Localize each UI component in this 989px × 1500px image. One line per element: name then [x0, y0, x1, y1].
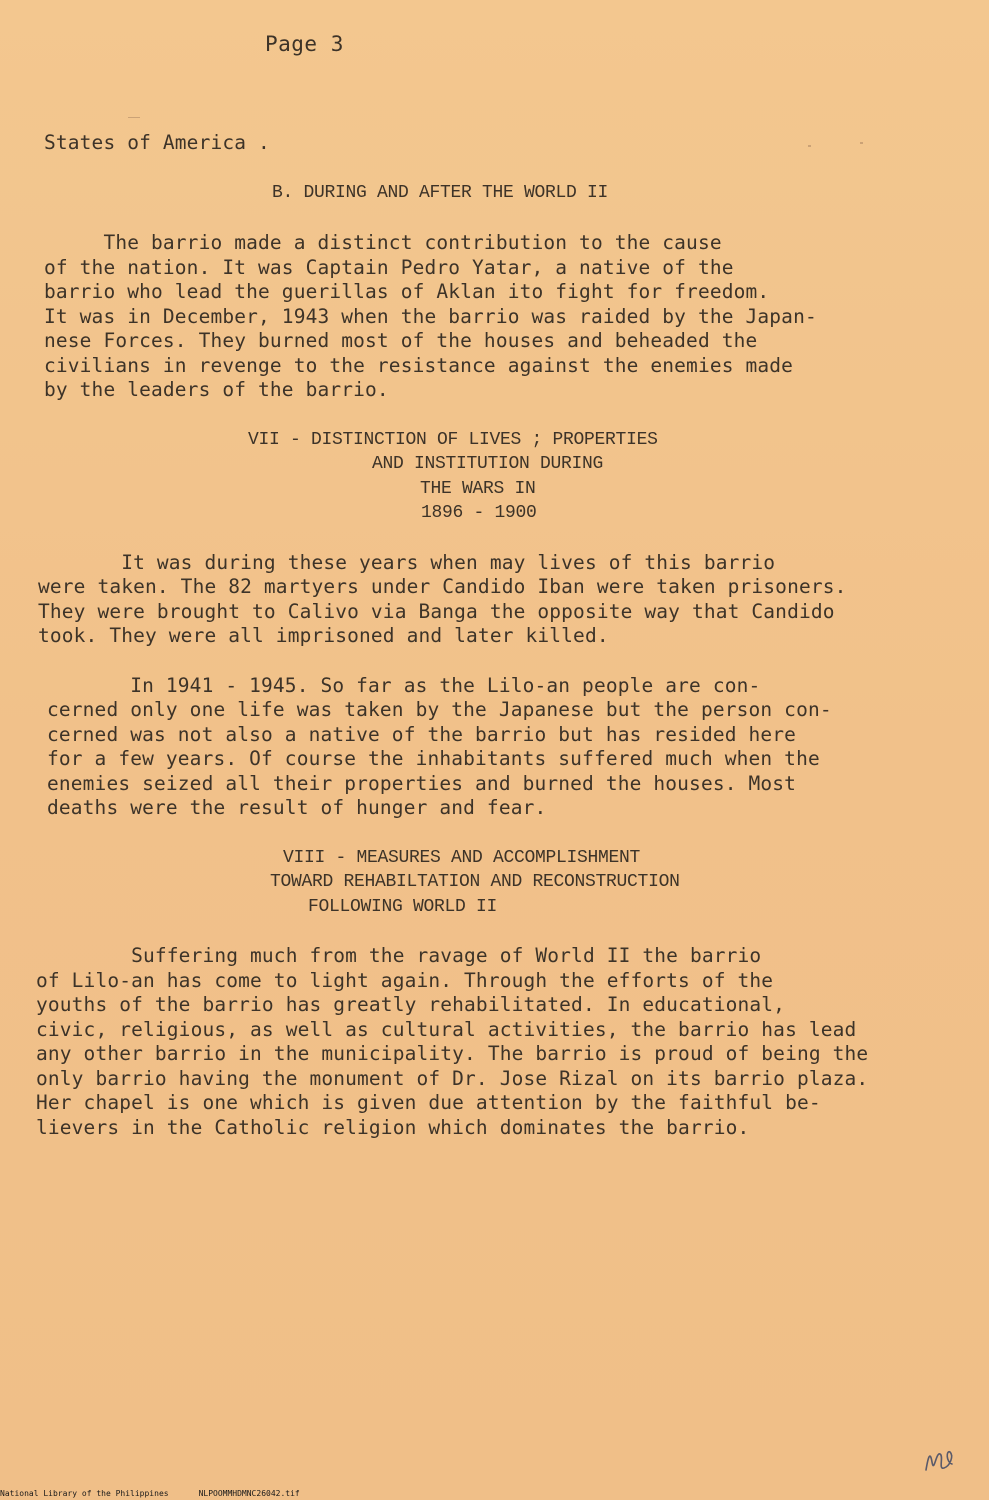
paper-speck: [128, 117, 140, 118]
paragraph-line: It was in December, 1943 when the barrio was raided by the Japan-: [44, 305, 817, 328]
paragraph-line: cerned only one life was taken by the Japanese but the person con-: [47, 698, 832, 721]
paragraph-line: civic, religious, as well as cultural activities, the barrio has lead: [36, 1018, 857, 1041]
section-viii-heading-line: TOWARD REHABILTATION AND RECONSTRUCTION: [270, 872, 680, 892]
footer-filename: NLPOOMMHDMNC26042.tif: [198, 1489, 300, 1498]
paragraph-line: for a few years. Of course the inhabitants suffered much when the: [47, 747, 820, 770]
section-viii-heading-line: FOLLOWING WORLD II: [308, 897, 498, 917]
section-vii-heading-line: 1896 - 1900: [421, 503, 537, 523]
paragraph-line: civilians in revenge to the resistance against the enemies made: [44, 354, 794, 377]
section-vii-heading-line: THE WARS IN: [420, 479, 536, 499]
paper-speck: [808, 145, 811, 147]
paragraph-line: Her chapel is one which is given due attention by the faithful be-: [36, 1091, 821, 1114]
paragraph-line: They were brought to Calivo via Banga the opposite way that Candido: [38, 600, 835, 623]
paragraph-line: cerned was not also a native of the barrio but has resided here: [47, 723, 797, 746]
paragraph-line: Suffering much from the ravage of World II the barrio: [36, 944, 762, 967]
paragraph-line: any other barrio in the municipality. The barrio is proud of being the: [36, 1042, 869, 1065]
section-b-heading: B. DURING AND AFTER THE WORLD II: [272, 183, 609, 203]
handwritten-mark-icon: [920, 1440, 958, 1480]
paragraph-line: nese Forces. They burned most of the houses and beheaded the: [44, 329, 758, 352]
section-vii-heading-line: AND INSTITUTION DURING: [372, 454, 604, 474]
paragraph-line: were taken. The 82 martyers under Candido Iban were taken prisoners.: [38, 575, 847, 598]
paragraph-line: took. They were all imprisoned and later killed.: [38, 624, 609, 647]
paragraph-line: of Lilo-an has come to light again. Through the efforts of the: [36, 969, 774, 992]
section-viii-heading-line: VIII - MEASURES AND ACCOMPLISHMENT: [283, 848, 641, 868]
page-number: Page 3: [265, 32, 344, 56]
paper-speck: [860, 142, 863, 144]
paragraph-line: of the nation. It was Captain Pedro Yatar, a native of the: [44, 256, 734, 279]
continuation-text: States of America .: [44, 131, 270, 154]
paragraph-line: only barrio having the monument of Dr. Jose Rizal on its barrio plaza.: [36, 1067, 869, 1090]
paragraph-line: by the leaders of the barrio.: [44, 378, 389, 401]
scan-footer: [0, 1489, 330, 1498]
paragraph-line: It was during these years when may lives of this barrio: [38, 551, 776, 574]
paragraph-line: enemies seized all their properties and burned the houses. Most: [47, 772, 797, 795]
footer-library: National Library of the Philippines: [0, 1489, 169, 1498]
paragraph-line: lievers in the Catholic religion which dominates the barrio.: [36, 1116, 750, 1139]
paragraph-line: youths of the barrio has greatly rehabilitated. In educational,: [36, 993, 786, 1016]
section-vii-heading-line: VII - DISTINCTION OF LIVES ; PROPERTIES: [248, 430, 658, 450]
paragraph-line: The barrio made a distinct contribution to the cause: [44, 231, 722, 254]
paragraph-line: In 1941 - 1945. So far as the Lilo-an people are con-: [47, 674, 761, 697]
paragraph-line: barrio who lead the guerillas of Aklan ito fight for freedom.: [44, 280, 770, 303]
paragraph-line: deaths were the result of hunger and fear.: [47, 796, 547, 819]
